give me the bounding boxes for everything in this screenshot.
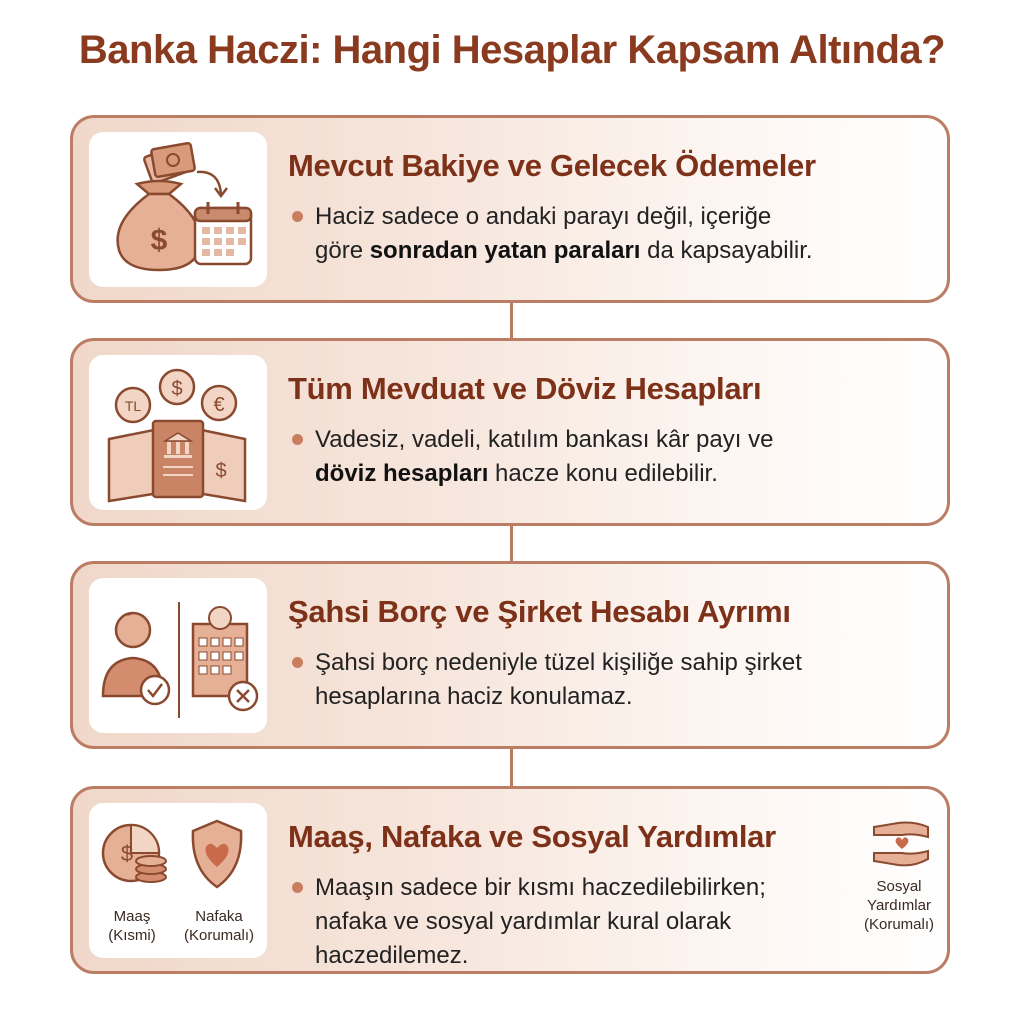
text-bold: döviz hesapları	[315, 460, 489, 487]
text-line: Haciz sadece o andaki parayı değil, içeriğe	[315, 203, 772, 230]
svg-text:$: $	[171, 378, 183, 400]
tl-coin-icon	[116, 388, 150, 422]
text-line: haczedilemez.	[315, 942, 469, 969]
hands-heart-icon	[868, 813, 938, 873]
bank-document-icon	[109, 421, 245, 501]
card-icon-box	[89, 132, 267, 287]
bullet-icon	[292, 882, 303, 893]
card-icon-box	[89, 803, 267, 958]
connector-line	[510, 523, 513, 563]
text-line: Maaşın sadece bir kısmı haczedilebilirken;	[315, 874, 766, 901]
text-line: nafaka ve sosyal yardımlar kural olarak	[315, 908, 732, 935]
text-bold: sonradan yatan paraları	[369, 237, 641, 264]
card-current-balance	[70, 115, 950, 303]
label-salary: Maaş (Kısmi)	[108, 908, 156, 944]
text-line: da kapsayabilir.	[640, 237, 813, 264]
bullet-icon	[292, 434, 303, 445]
card-salary-alimony	[70, 786, 950, 974]
text-line: Şahsi borç nedeniyle tüzel kişiliğe sahip şirket	[315, 649, 802, 676]
text-line: hacze konu edilebilir.	[488, 460, 718, 487]
page-title: Banka Haczi: Hangi Hesaplar Kapsam Altında?	[78, 28, 946, 72]
salary-coins-icon	[103, 825, 166, 882]
card-icon-box	[89, 578, 267, 733]
card-deposit-accounts	[70, 338, 950, 526]
arrow-icon	[197, 172, 227, 196]
label-social-aid: Sosyal Yardımlar (Korumalı)	[863, 878, 934, 933]
card-description	[288, 646, 928, 714]
person-check-icon	[103, 612, 169, 704]
euro-coin-icon	[202, 386, 236, 420]
connector-line	[510, 746, 513, 788]
text-line: Vadesiz, vadeli, katılım bankası kâr payı ve	[315, 426, 774, 453]
card-title: Şahsi Borç ve Şirket Hesabı Ayrımı	[288, 594, 791, 629]
card-title: Tüm Mevduat ve Döviz Hesapları	[288, 371, 762, 406]
connector-line	[510, 300, 513, 340]
card-title: Maaş, Nafaka ve Sosyal Yardımlar	[288, 819, 776, 854]
bullet-icon	[292, 657, 303, 668]
heart-shield-icon	[193, 821, 241, 887]
svg-text:$: $	[215, 460, 227, 482]
company-building-x-icon	[193, 607, 257, 710]
money-bag-icon	[118, 181, 201, 270]
text-line: göre	[315, 237, 370, 264]
card-description	[288, 200, 928, 268]
calendar-icon	[195, 202, 251, 264]
text-line: hesaplarına haciz konulamaz.	[315, 683, 633, 710]
svg-text:$: $	[120, 841, 134, 866]
card-personal-company	[70, 561, 950, 749]
coin-label: TL	[124, 398, 142, 414]
card-icon-box	[89, 355, 267, 510]
banknote-icon	[143, 143, 195, 184]
bullet-icon	[292, 211, 303, 222]
card-title: Mevcut Bakiye ve Gelecek Ödemeler	[288, 148, 816, 183]
label-alimony: Nafaka (Korumalı)	[183, 908, 254, 944]
dollar-coin-icon	[160, 370, 194, 404]
card-description	[288, 423, 928, 491]
svg-text:€: €	[213, 394, 225, 416]
card-description	[288, 871, 878, 973]
svg-text:$: $	[150, 224, 168, 257]
